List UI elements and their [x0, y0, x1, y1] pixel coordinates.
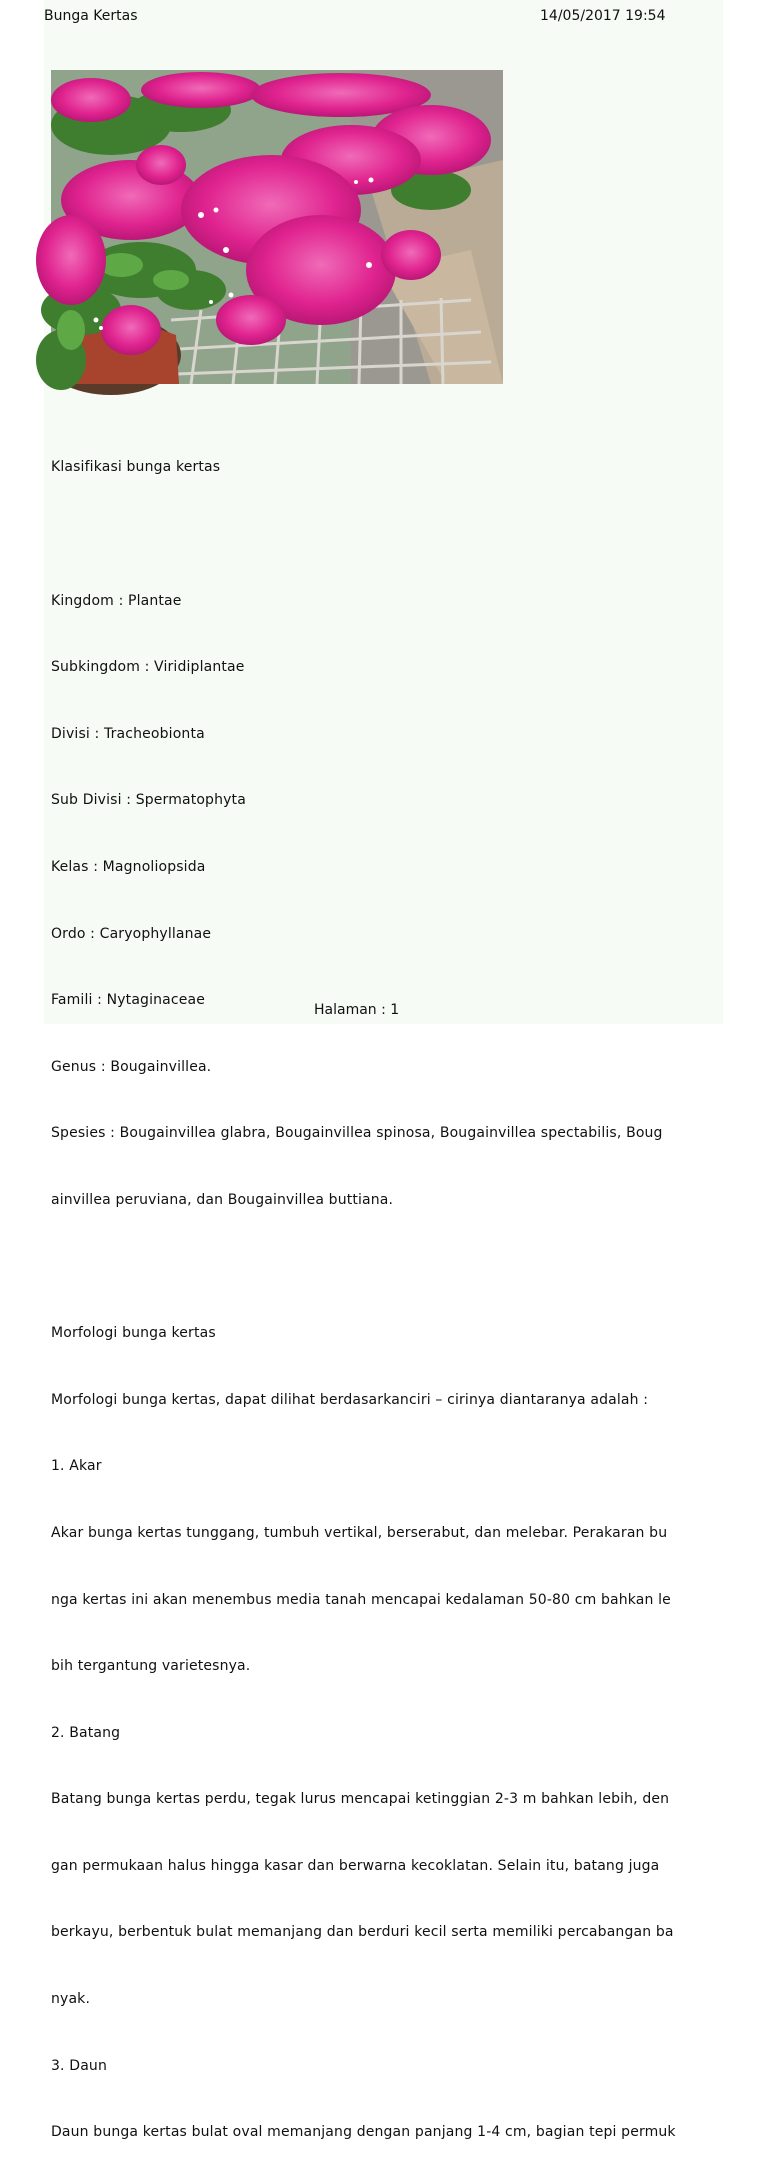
classification-genus: Genus : Bougainvillea.: [51, 1058, 212, 1075]
document-datetime: 14/05/2017 19:54: [540, 8, 666, 24]
document-body: [51, 412, 719, 2166]
bougainvillea-photo: [51, 70, 503, 384]
classification-division: Divisi : Tracheobionta: [51, 725, 205, 742]
paragraph-line: Daun bunga kertas bulat oval memanjang dengan panjang 1-4 cm, bagian tepi permuk: [51, 2124, 676, 2141]
subheading-stem: 2. Batang: [51, 1724, 121, 1741]
paragraph-line: Akar bunga kertas tunggang, tumbuh vertikal, berserabut, dan melebar. Perakaran bu: [51, 1524, 668, 1541]
subheading-root: 1. Akar: [51, 1458, 102, 1475]
classification-species-cont: ainvillea peruviana, dan Bougainvillea buttiana.: [51, 1191, 394, 1208]
classification-family: Famili : Nytaginaceae: [51, 992, 205, 1009]
blank-line: [51, 523, 719, 545]
classification-order: Ordo : Caryophyllanae: [51, 925, 212, 942]
classification-species: Spesies : Bougainvillea glabra, Bougainvillea spinosa, Bougainvillea spectabilis, Boug: [51, 1125, 663, 1142]
paragraph-line: Batang bunga kertas perdu, tegak lurus mencapai ketinggian 2-3 m bahkan lebih, den: [51, 1791, 670, 1808]
section-heading-classification: Klasifikasi bunga kertas: [51, 459, 221, 476]
morphology-intro: Morfologi bunga kertas, dapat dilihat berdasarkanciri – cirinya diantaranya adalah :: [51, 1391, 649, 1408]
blank-line: [51, 1256, 719, 1278]
paragraph-line: gan permukaan halus hingga kasar dan berwarna kecoklatan. Selain itu, batang juga: [51, 1857, 660, 1874]
document-title: Bunga Kertas: [44, 8, 138, 24]
paragraph-line: nga kertas ini akan menembus media tanah mencapai kedalaman 50-80 cm bahkan le: [51, 1591, 671, 1608]
section-heading-morphology: Morfologi bunga kertas: [51, 1325, 216, 1342]
classification-kingdom: Kingdom : Plantae: [51, 592, 182, 609]
classification-subdivision: Sub Divisi : Spermatophyta: [51, 792, 246, 809]
classification-class: Kelas : Magnoliopsida: [51, 858, 206, 875]
paragraph-line: berkayu, berbentuk bulat memanjang dan berduri kecil serta memiliki percabangan ba: [51, 1924, 674, 1941]
classification-subkingdom: Subkingdom : Viridiplantae: [51, 659, 245, 676]
paragraph-line: bih tergantung varietesnya.: [51, 1658, 251, 1675]
page-number: Halaman : 1: [314, 1002, 400, 1018]
flower-image-icon: [51, 70, 503, 384]
paragraph-line: nyak.: [51, 1991, 91, 2008]
subheading-leaf: 3. Daun: [51, 2057, 107, 2074]
